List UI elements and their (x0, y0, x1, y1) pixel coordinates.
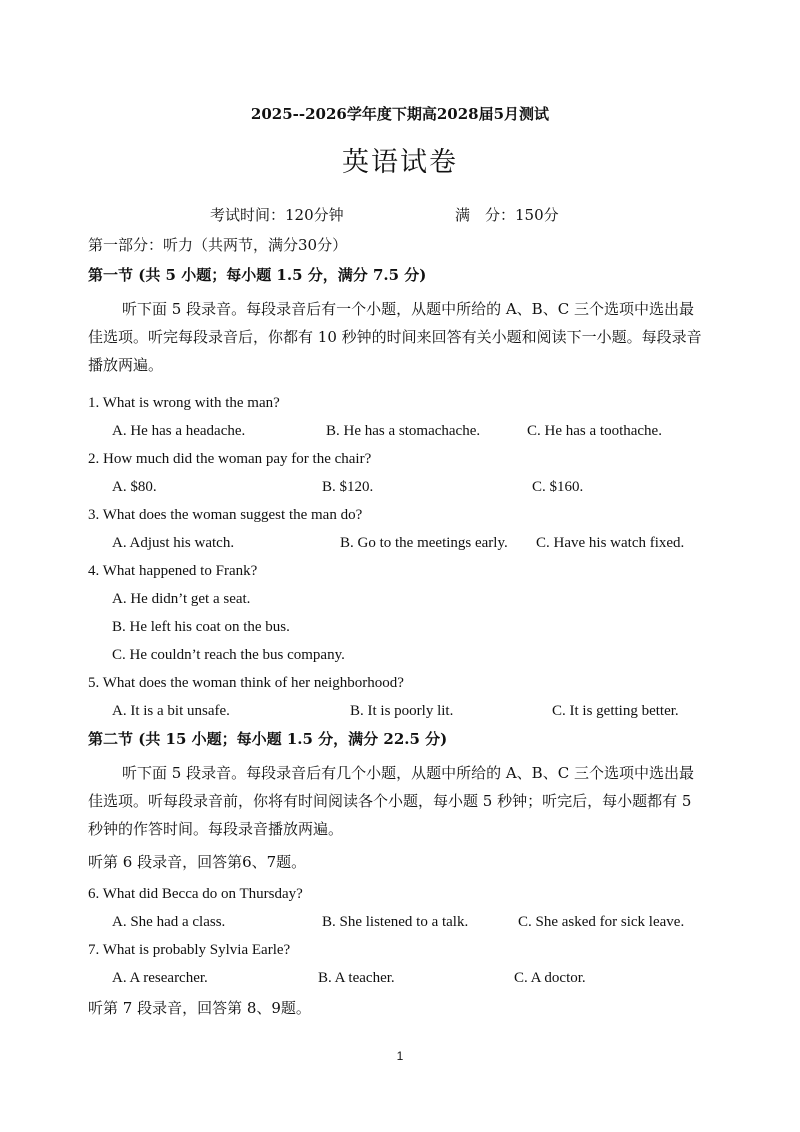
question-5: 5. What does the woman think of her neighborhood? (88, 675, 404, 691)
q7-option-a: A. A researcher. (112, 970, 208, 986)
segment-7-note: 听第 7 段录音，回答第 8、9题。 (88, 999, 311, 1017)
question-2: 2. How much did the woman pay for the chair? (88, 451, 372, 467)
q5-option-a: A. It is a bit unsafe. (112, 703, 230, 719)
q1-option-a: A. He has a headache. (112, 423, 246, 439)
exam-time: 考试时间：120分钟 (210, 206, 344, 224)
q2-option-b: B. $120. (322, 479, 374, 495)
subject-title: 英语试卷 (342, 147, 458, 178)
section2-title: 第二节 (共 15 小题；每小题 1.5 分，满分 22.5 分) (88, 730, 448, 748)
section1-instructions: 听下面 5 段录音。每段录音后有一个小题，从题中所给的 A、B、C 三个选项中选出最佳选项。听完每段录音后，你都有 10 秒钟的时间来回答有关小题和阅读下一小题。每段录音播放两遍。 (88, 300, 702, 374)
q1-option-b: B. He has a stomachache. (326, 423, 481, 439)
q6-option-c: C. She asked for sick leave. (518, 914, 685, 930)
exam-title: 2025--2026学年度下期高2028届5月测试 (250, 105, 550, 123)
question-4: 4. What happened to Frank? (88, 563, 258, 579)
full-score: 满 分：150分 (455, 206, 559, 224)
section1-title: 第一节 (共 5 小题；每小题 1.5 分，满分 7.5 分) (88, 266, 427, 284)
question-3: 3. What does the woman suggest the man do? (88, 507, 363, 523)
question-1: 1. What is wrong with the man? (88, 395, 280, 411)
part1-title: 第一部分：听力（共两节，满分30分） (88, 236, 348, 254)
q7-option-c: C. A doctor. (514, 970, 586, 986)
q4-option-a: A. He didn’t get a seat. (112, 591, 251, 607)
section2-instructions: 听下面 5 段录音。每段录音后有几个小题，从题中所给的 A、B、C 三个选项中选出最佳选项。听每段录音前，你将有时间阅读各个小题，每小题 5 秒钟；听完后，每小题都有 5 秒钟的作答时间。每段录音播放两遍。 (88, 764, 694, 838)
segment-6-note: 听第 6 段录音，回答第6、7题。 (88, 853, 307, 871)
q4-option-b: B. He left his coat on the bus. (112, 619, 290, 635)
q3-option-a: A. Adjust his watch. (112, 535, 235, 551)
page-number: 1 (396, 1049, 404, 1063)
question-6: 6. What did Becca do on Thursday? (88, 886, 303, 902)
q2-option-a: A. $80. (112, 479, 157, 495)
q3-option-c: C. Have his watch fixed. (536, 535, 685, 551)
q3-option-b: B. Go to the meetings early. (340, 535, 508, 551)
q2-option-c: C. $160. (532, 479, 584, 495)
q5-option-b: B. It is poorly lit. (350, 703, 454, 719)
q6-option-a: A. She had a class. (112, 914, 226, 930)
q1-option-c: C. He has a toothache. (527, 423, 662, 439)
q4-option-c: C. He couldn’t reach the bus company. (112, 647, 345, 663)
q5-option-c: C. It is getting better. (552, 703, 679, 719)
q7-option-b: B. A teacher. (318, 970, 395, 986)
question-7: 7. What is probably Sylvia Earle? (88, 942, 291, 958)
q6-option-b: B. She listened to a talk. (322, 914, 469, 930)
